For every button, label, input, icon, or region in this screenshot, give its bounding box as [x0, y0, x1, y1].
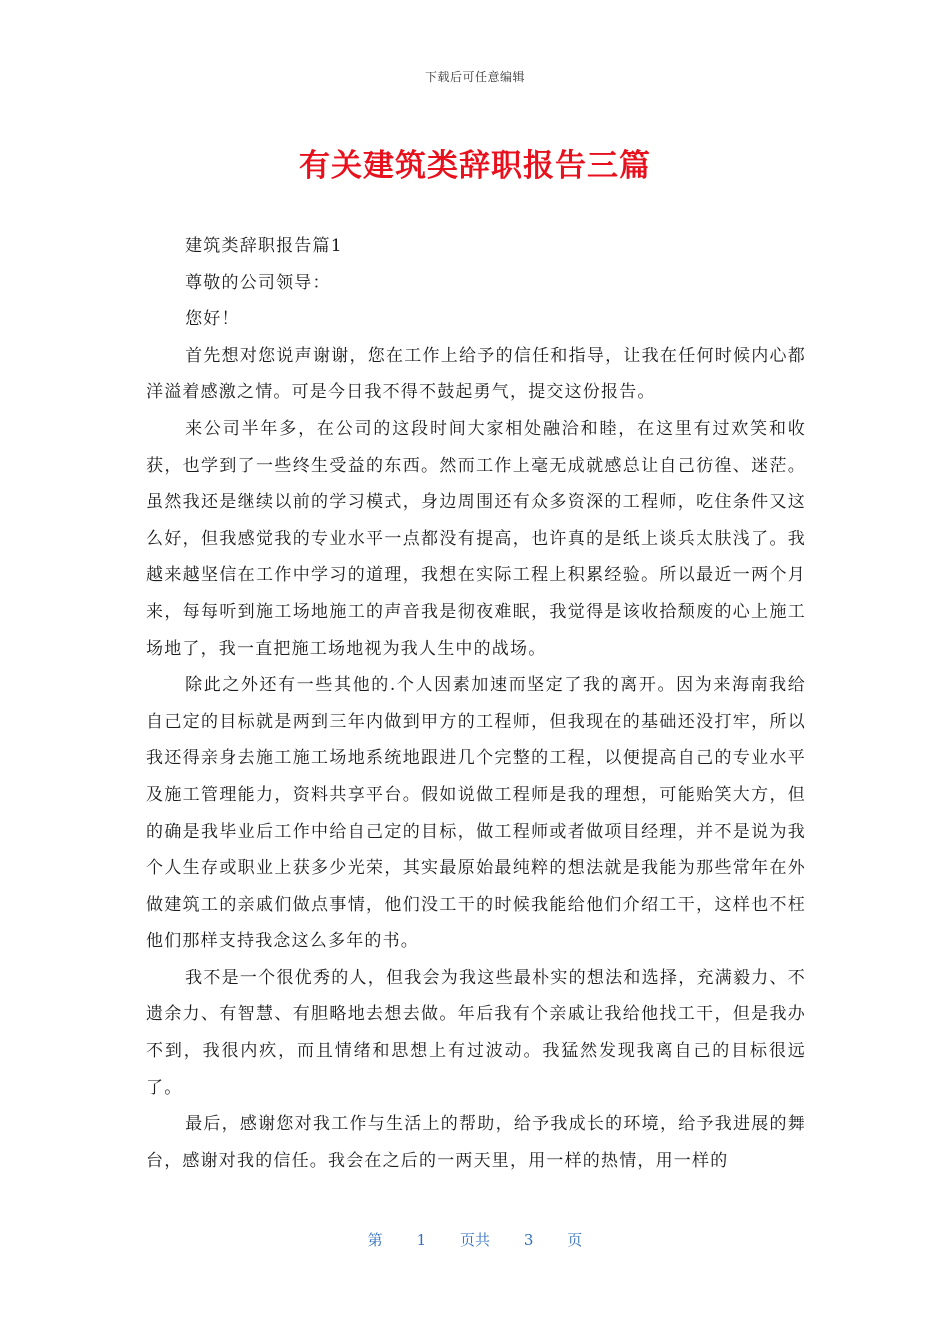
page-label-suffix: 页	[567, 1231, 583, 1249]
section-heading: 建筑类辞职报告篇1	[185, 236, 343, 256]
salutation: 尊敬的公司领导：	[185, 272, 331, 293]
current-page-number: 1	[416, 1231, 427, 1249]
page-label-mid: 页共	[459, 1231, 490, 1249]
page-footer	[0, 1229, 950, 1250]
body-paragraph: 除此之外还有一些其他的.个人因素加速而坚定了我的离开。因为来海南我给自己定的目标就是两到三年内做到甲方的工程师，但我现在的基础还没打牢，所以我还得亲身去施工施工场地系统地跟进几个完整的工程，以便提高自己的专业水平及施工管理能力，资料共享平台。假如说做工程师是我的理想，可能贻笑大方，但的确是我毕业后工作中给自己定的目标，做工程师或者做项目经理，并不是说为我个人生存或职业上获多少光荣，其实最原始最纯粹的想法就是我能为那些常年在外做建筑工的亲戚们做点事情，他们没工干的时候我能给他们介绍工干，这样也不枉他们那样支持我念这么多年的书。	[146, 675, 806, 952]
page-label-prefix: 第	[367, 1231, 383, 1249]
document-title: 有关建筑类辞职报告三篇	[299, 148, 651, 184]
body-paragraph: 最后，感谢您对我工作与生活上的帮助，给予我成长的环境，给予我进展的舞台，感谢对我的信任。我会在之后的一两天里，用一样的热情，用一样的	[146, 1114, 806, 1171]
greeting: 您好！	[185, 309, 240, 330]
body-paragraph: 我不是一个很优秀的人，但我会为我这些最朴实的想法和选择，充满毅力、不遗余力、有智慧、有胆略地去想去做。年后我有个亲戚让我给他找工干，但是我办不到，我很内疚，而且情绪和思想上有过波动。我猛然发现我离自己的目标很远了。	[146, 967, 806, 1098]
header-note: 下载后可任意编辑	[424, 70, 525, 84]
document-body	[146, 228, 806, 1179]
body-paragraph: 来公司半年多，在公司的这段时间大家相处融洽和睦，在这里有过欢笑和收获，也学到了一些终生受益的东西。然而工作上毫无成就感总让自己彷徨、迷茫。虽然我还是继续以前的学习模式，身边周围还有众多资深的工程师，吃住条件又这么好，但我感觉我的专业水平一点都没有提高，也许真的是纸上谈兵太肤浅了。我越来越坚信在工作中学习的道理，我想在实际工程上积累经验。所以最近一两个月来，每每听到施工场地施工的声音我是彻夜难眠，我觉得是该收拾颓废的心上施工场地了，我一直把施工场地视为我人生中的战场。	[146, 418, 806, 659]
total-pages-number: 3	[523, 1231, 534, 1249]
body-paragraph: 首先想对您说声谢谢，您在工作上给予的信任和指导，让我在任何时候内心都洋溢着感激之情。可是今日我不得不鼓起勇气，提交这份报告。	[146, 345, 806, 403]
